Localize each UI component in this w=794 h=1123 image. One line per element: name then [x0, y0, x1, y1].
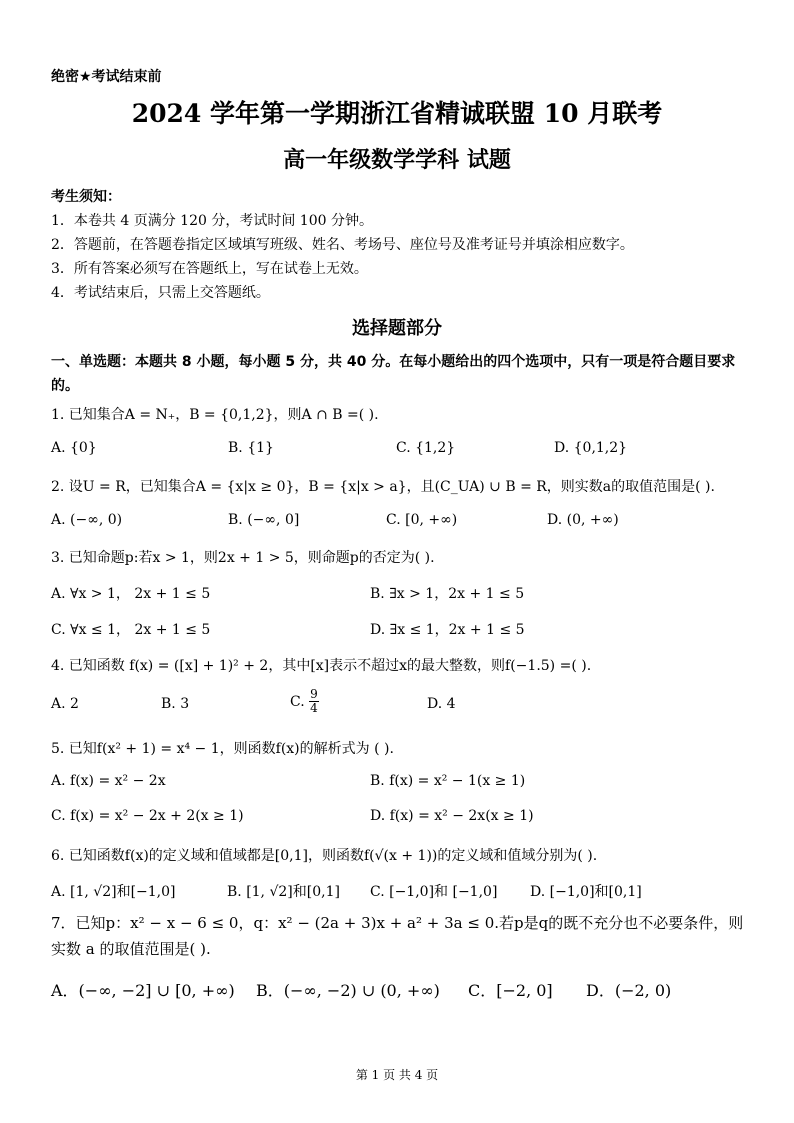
question-4-option-c: [290, 688, 319, 715]
notice-heading: 考生须知：: [51, 189, 121, 205]
question-1-option-a: A. {0}: [51, 440, 97, 456]
question-7-option-a: A．(−∞, −2] ∪ [0, +∞): [51, 981, 235, 1000]
question-5-option-c: C. f(x) = x² − 2x + 2(x ≥ 1): [51, 808, 244, 824]
question-7-option-b: B．(−∞, −2) ∪ (0, +∞): [256, 981, 440, 1000]
question-4-option-c-label: C.: [290, 693, 305, 710]
question-2-option-a: A. (−∞, 0): [51, 512, 123, 528]
question-3-option-d: D. ∃x ≤ 1，2x + 1 ≤ 5: [370, 622, 525, 638]
question-4-option-a: A. 2: [51, 696, 79, 712]
question-5-option-a: A. f(x) = x² − 2x: [51, 773, 166, 789]
question-3-option-a: A. ∀x > 1， 2x + 1 ≤ 5: [51, 586, 211, 602]
question-6-option-b: B. [1, √2]和[0,1]: [227, 884, 340, 900]
notice-item: 3．所有答案必须写在答题纸上，写在试卷上无效。: [51, 261, 368, 277]
question-6-option-a: A. [1, √2]和[−1,0]: [51, 884, 176, 900]
question-7-option-c: C．[−2, 0]: [468, 981, 553, 1000]
question-1-stem: 1. 已知集合A = N₊，B = {0,1,2}，则A ∩ B =( ).: [51, 407, 379, 423]
question-3-option-b: B. ∃x > 1，2x + 1 ≤ 5: [370, 586, 525, 602]
fraction-numerator: 9: [310, 687, 318, 701]
question-6-stem: 6. 已知函数f(x)的定义域和值域都是[0,1]，则函数f(√(x + 1))的定义域和值域分别为( ).: [51, 848, 598, 864]
question-4-option-b: B. 3: [161, 696, 190, 712]
section-title: 选择题部分: [352, 318, 442, 339]
question-5-stem: 5. 已知f(x² + 1) = x⁴ − 1，则函数f(x)的解析式为 ( ).: [51, 741, 394, 757]
question-2-option-c: C. [0, +∞): [386, 512, 458, 528]
page-footer: 第 1 页 共 4 页: [355, 1068, 439, 1082]
question-3-option-c: C. ∀x ≤ 1， 2x + 1 ≤ 5: [51, 622, 211, 638]
question-2-stem: 2. 设U = R，已知集合A = {x|x ≥ 0}，B = {x|x > a}，且(C_UA) ∪ B = R，则实数a的取值范围是( ).: [51, 479, 715, 495]
notice-item: 4．考试结束后，只需上交答题纸。: [51, 285, 270, 301]
question-7-stem: 7．已知p：x² − x − 6 ≤ 0，q：x² − (2a + 3)x + a² + 3a ≤ 0.若p是q的既不充分也不必要条件，则实数 a 的取值范围是( ).: [51, 914, 744, 958]
question-4-option-d: D. 4: [427, 696, 456, 712]
question-6-option-c: C. [−1,0]和 [−1,0]: [370, 884, 498, 900]
question-3-stem: 3. 已知命题p:若x > 1，则2x + 1 > 5，则命题p的否定为( ).: [51, 550, 435, 566]
question-7-option-d: D．(−2, 0): [586, 981, 672, 1000]
question-1-option-b: B. {1}: [228, 440, 274, 456]
question-2-option-d: D. (0, +∞): [547, 512, 619, 528]
section-instructions: 一、单选题：本题共 8 小题，每小题 5 分，共 40 分。在每小题给出的四个选项中，只有一项是符合题目要求的。: [51, 354, 736, 394]
question-2-option-b: B. (−∞, 0]: [228, 512, 300, 528]
notice-item: 2．答题前，在答题卷指定区域填写班级、姓名、考场号、座位号及准考证号并填涂相应数字。: [51, 237, 634, 253]
confidential-label: 绝密★考试结束前: [51, 69, 162, 85]
question-4-stem: 4. 已知函数 f(x) = ([x] + 1)² + 2，其中[x]表示不超过x的最大整数，则f(−1.5) =( ).: [51, 658, 592, 674]
question-1-option-d: D. {0,1,2}: [554, 440, 628, 456]
exam-title: 2024 学年第一学期浙江省精诚联盟 10 月联考: [131, 99, 663, 128]
exam-subtitle: 高一年级数学学科 试题: [283, 147, 511, 173]
question-1-option-c: C. {1,2}: [396, 440, 456, 456]
question-5-option-b: B. f(x) = x² − 1(x ≥ 1): [370, 773, 526, 789]
fraction-denominator: 4: [310, 701, 318, 715]
fraction: [309, 688, 319, 715]
notice-item: 1．本卷共 4 页满分 120 分，考试时间 100 分钟。: [51, 213, 373, 229]
question-6-option-d: D. [−1,0]和[0,1]: [530, 884, 642, 900]
question-5-option-d: D. f(x) = x² − 2x(x ≥ 1): [370, 808, 534, 824]
